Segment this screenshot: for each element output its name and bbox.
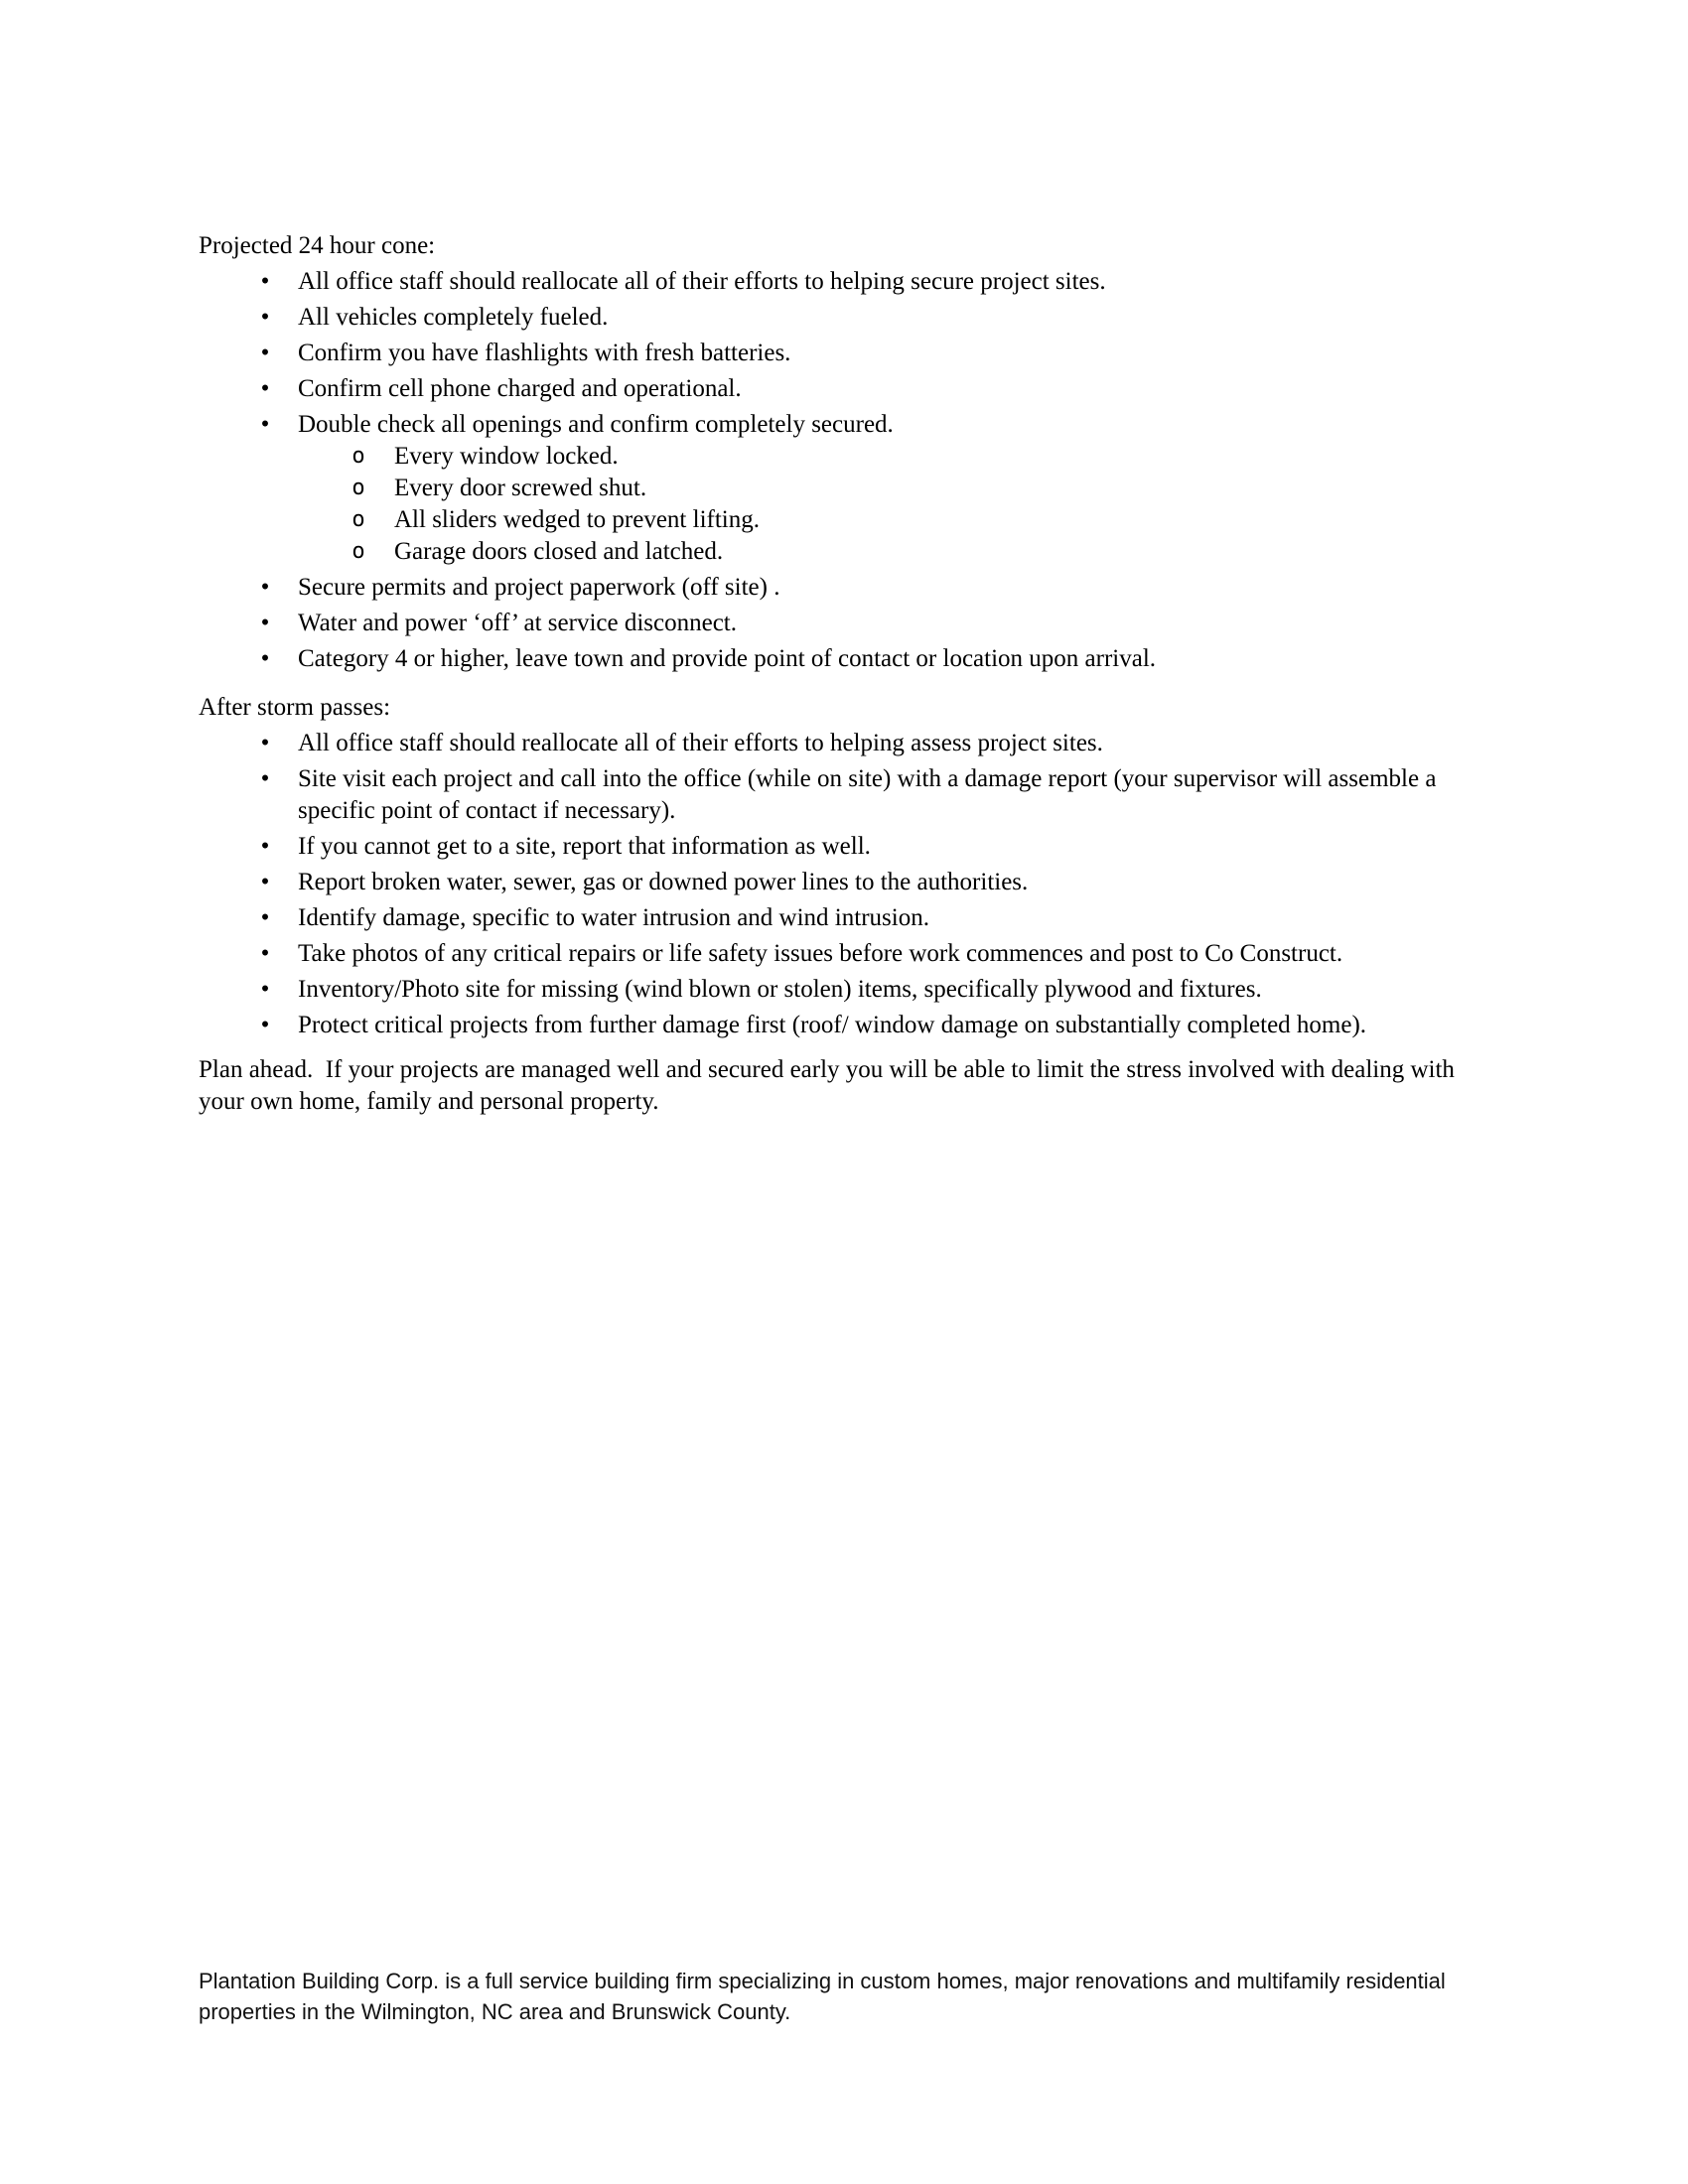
- list-item: [199, 338, 1489, 369]
- bullet-icon: •: [260, 268, 270, 295]
- list-item: [199, 902, 1489, 934]
- document-body: [199, 230, 1489, 1118]
- list-item-text: Double check all openings and confirm completely secured.: [298, 411, 894, 438]
- list-item-text: Garage doors closed and latched.: [394, 538, 724, 565]
- section-heading: After storm passes:: [199, 694, 391, 721]
- list-item-text: Category 4 or higher, leave town and provide point of contact or location upon arrival.: [298, 645, 1157, 672]
- bullet-icon: •: [260, 869, 270, 895]
- bullet-icon: •: [260, 976, 270, 1003]
- footer-line: properties in the Wilmington, NC area and Brunswick County.: [199, 1999, 791, 2024]
- list-item-text: All sliders wedged to prevent lifting.: [394, 506, 760, 533]
- bullet-icon: •: [260, 340, 270, 366]
- list-item-text: Site visit each project and call into the office (while on site) with a damage report (your supervisor will assemble a specific point of contact if necessary).: [298, 765, 1437, 824]
- bullet-list: [199, 266, 1489, 675]
- list-item: [199, 1010, 1489, 1041]
- circle-bullet-icon: o: [352, 539, 365, 564]
- section-heading: Projected 24 hour cone:: [199, 232, 436, 259]
- list-item: [199, 373, 1489, 405]
- bullet-icon: •: [260, 940, 270, 967]
- list-item-text: Report broken water, sewer, gas or downed power lines to the authorities.: [298, 869, 1029, 895]
- list-item: [199, 504, 1489, 536]
- circle-bullet-icon: o: [352, 444, 365, 469]
- bullet-icon: •: [260, 1012, 270, 1038]
- list-item-text: Every door screwed shut.: [394, 475, 647, 501]
- closing-paragraph: Plan ahead. If your projects are managed well and secured early you will be able to limit the stress involved with dealing with your own home, family and personal property.: [199, 1056, 1462, 1115]
- list-item: [199, 763, 1489, 827]
- bullet-icon: •: [260, 411, 270, 438]
- list-item-text: Inventory/Photo site for missing (wind blown or stolen) items, specifically plywood and fixtures.: [298, 976, 1262, 1003]
- circle-bullet-icon: o: [352, 507, 365, 532]
- list-item: [199, 867, 1489, 898]
- list-item: [199, 302, 1489, 334]
- list-item: [199, 974, 1489, 1006]
- footer-text: [199, 1966, 1509, 2027]
- list-item: [199, 266, 1489, 298]
- list-item-text: All office staff should reallocate all of their efforts to helping assess project sites.: [298, 730, 1103, 756]
- list-item-text: Every window locked.: [394, 443, 619, 470]
- bullet-icon: •: [260, 730, 270, 756]
- list-item: [199, 473, 1489, 504]
- bullet-icon: •: [260, 375, 270, 402]
- list-item-text: Take photos of any critical repairs or life safety issues before work commences and post to Co Construct.: [298, 940, 1343, 967]
- bullet-icon: •: [260, 645, 270, 672]
- list-item-text: Identify damage, specific to water intrusion and wind intrusion.: [298, 904, 929, 931]
- bullet-icon: •: [260, 833, 270, 860]
- bullet-icon: •: [260, 904, 270, 931]
- list-item: [199, 409, 1489, 441]
- list-item: [199, 441, 1489, 473]
- list-item-text: Protect critical projects from further damage first (roof/ window damage on substantially completed home).: [298, 1012, 1367, 1038]
- list-item-text: All vehicles completely fueled.: [298, 304, 609, 331]
- bullet-icon: •: [260, 304, 270, 331]
- list-item-text: Secure permits and project paperwork (off site) .: [298, 574, 780, 601]
- list-item: [199, 572, 1489, 604]
- list-item: [199, 831, 1489, 863]
- list-item: [199, 608, 1489, 639]
- list-item-text: If you cannot get to a site, report that information as well.: [298, 833, 871, 860]
- circle-bullet-icon: o: [352, 476, 365, 500]
- list-item-text: Confirm cell phone charged and operational.: [298, 375, 742, 402]
- list-item: [199, 536, 1489, 568]
- bullet-icon: •: [260, 765, 270, 792]
- list-item-text: Water and power ‘off’ at service disconnect.: [298, 610, 737, 636]
- list-item: [199, 643, 1489, 675]
- bullet-icon: •: [260, 610, 270, 636]
- list-item: [199, 728, 1489, 759]
- list-item-text: Confirm you have flashlights with fresh batteries.: [298, 340, 791, 366]
- list-item: [199, 938, 1489, 970]
- bullet-list: [199, 728, 1489, 1041]
- bullet-icon: •: [260, 574, 270, 601]
- list-item-text: All office staff should reallocate all of their efforts to helping secure project sites.: [298, 268, 1106, 295]
- footer-line: Plantation Building Corp. is a full service building firm specializing in custom homes, major renovations and multifamily residential: [199, 1969, 1446, 1993]
